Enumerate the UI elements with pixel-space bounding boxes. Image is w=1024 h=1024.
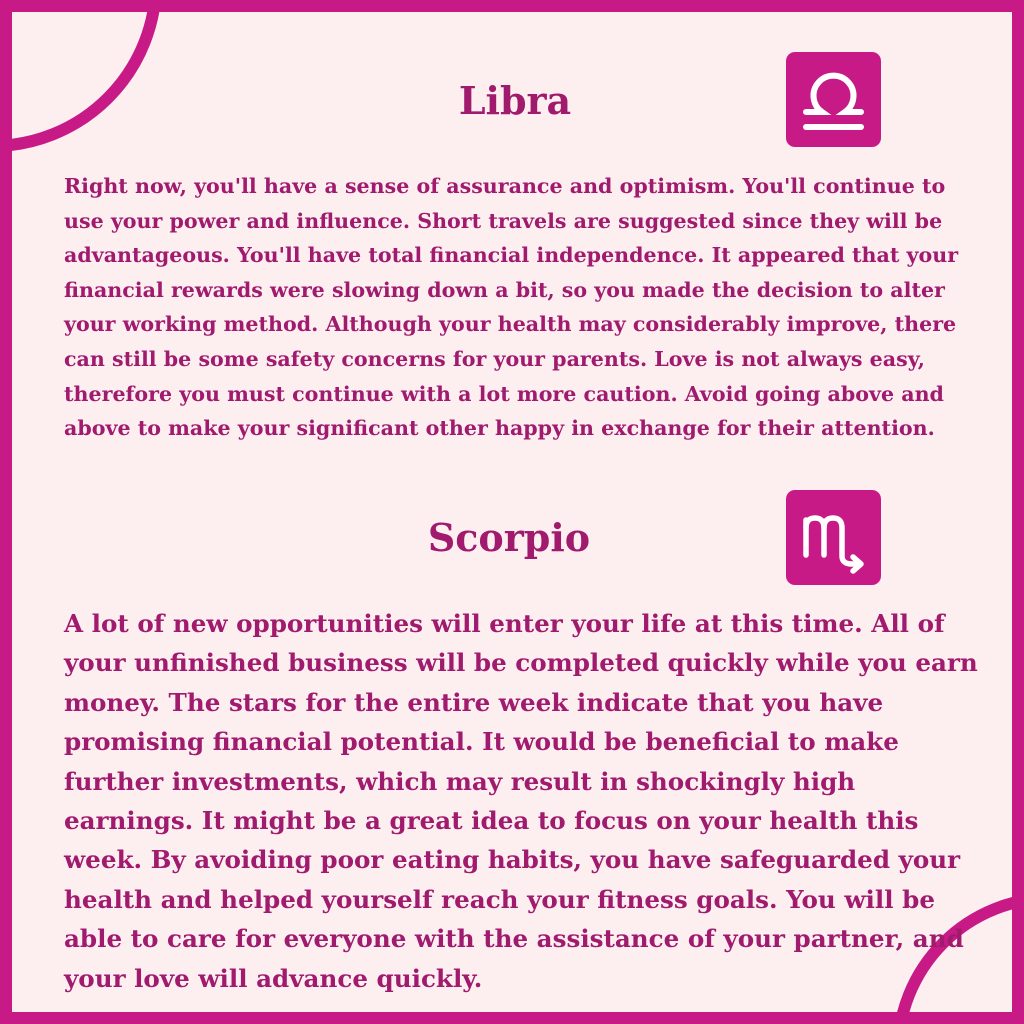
scorpio-title: Scorpio xyxy=(427,515,591,560)
libra-symbol-icon xyxy=(786,52,881,147)
libra-title: Libra xyxy=(458,78,572,123)
corner-arc-top-left xyxy=(0,0,162,152)
libra-horoscope-text: Right now, you'll have a sense of assurance and optimism. You'll continue to use your power and influence. Short travels are suggested since they will be advantageous. You'll have total financial independence. It appeared that your financial rewards were slowing down a bit, so you made the decision to alter your working method. Although your health may considerably improve, there can still be some safety concerns for your parents. Love is not always easy, therefore you must continue with a lot more caution. Avoid going above and above to make your significant other happy in exchange for their attention. xyxy=(64,174,959,441)
scorpio-horoscope-text: A lot of new opportunities will enter your life at this time. All of your unfinished business will be completed quickly while you earn money. The stars for the entire week indicate that you have promising financial potential. It would be beneficial to make further investments, which may result in shockingly high earnings. It might be a great idea to focus on your health this week. By avoiding poor eating habits, you have safeguarded your health and helped yourself reach your fitness goals. You will be able to care for everyone with the assistance of your partner, and your love will advance quickly. xyxy=(64,609,978,993)
scorpio-symbol-icon xyxy=(786,490,881,585)
